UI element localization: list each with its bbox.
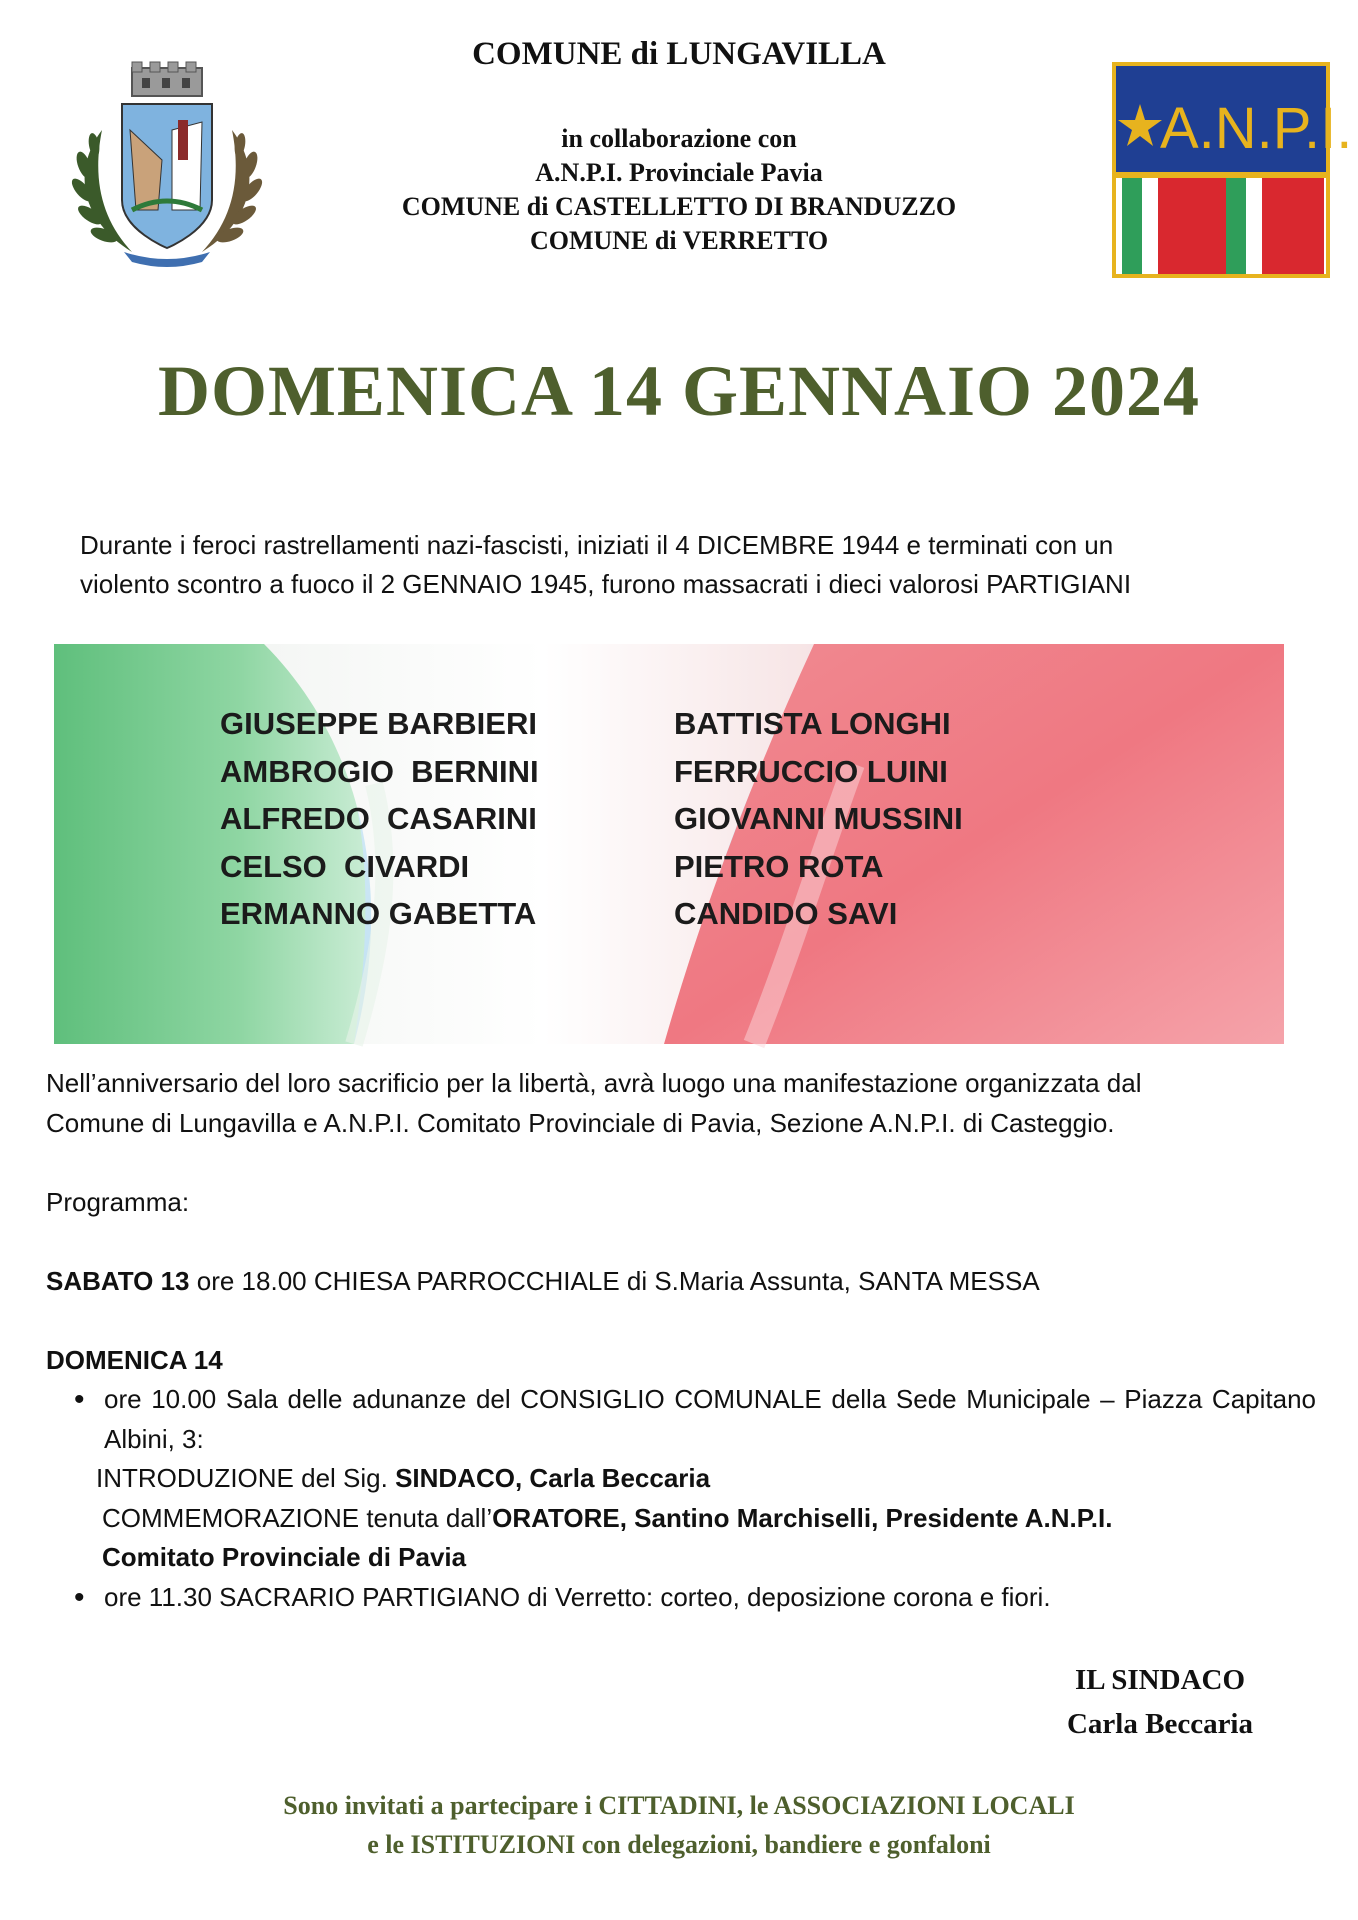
- commemoration-text: COMMEMORAZIONE tenuta dall’: [102, 1502, 493, 1533]
- introduction-name: Carla Beccaria: [529, 1463, 711, 1493]
- anniversary-line: Nell’anniversario del loro sacrificio per la libertà, avrà luogo una manifestazione organizzata dal: [46, 1068, 1142, 1098]
- schedule-item-text: • ore 10.00 Sala delle adunanze del CONSIGLIO COMUNALE della Sede Municipale – Piazza Capitano Albini, 3:: [104, 1384, 1316, 1454]
- schedule-item: [46, 1578, 1316, 1618]
- intro-line: violento scontro a fuoco il 2 GENNAIO 1945, furono massacrati i dieci valorosi PARTIGIANI: [80, 569, 1132, 599]
- partisan-name: FERRUCCIO LUINI: [674, 753, 948, 789]
- commemoration-role: ORATORE: [492, 1502, 620, 1533]
- saturday-line: [46, 1262, 1316, 1302]
- invitation-line: Sono invitati a partecipare i CITTADINI, le ASSOCIAZIONI LOCALI: [283, 1791, 1075, 1820]
- program-body: [46, 1064, 1316, 1617]
- program-label: Programma:: [46, 1186, 190, 1217]
- signature-name: Carla Beccaria: [1066, 1708, 1253, 1740]
- saturday-day: SABATO 13: [46, 1265, 190, 1296]
- signature-block: [1040, 1658, 1280, 1746]
- partisan-name: CELSO CIVARDI: [220, 848, 470, 884]
- collaboration-line: COMUNE di CASTELLETTO DI BRANDUZZO: [401, 192, 957, 221]
- partisan-names-right: [674, 700, 963, 938]
- sunday-heading: DOMENICA 14: [46, 1344, 223, 1375]
- schedule-item: [46, 1380, 1316, 1459]
- introduction-separator: ,: [514, 1463, 530, 1493]
- introduction-role: SINDACO: [395, 1463, 515, 1493]
- anpi-logo-text: A.N.P.I.: [1160, 96, 1353, 161]
- commemoration-committee-line: [46, 1538, 1316, 1578]
- partisan-name: BATTISTA LONGHI: [674, 706, 951, 741]
- partisan-names-left: [220, 700, 539, 938]
- partisan-name: AMBROGIO BERNINI: [220, 753, 539, 789]
- intro-paragraph: [80, 526, 1290, 604]
- partisan-name: PIETRO ROTA: [674, 848, 884, 884]
- introduction-line: [46, 1459, 1316, 1499]
- partisan-name: ERMANNO GABETTA: [220, 896, 537, 931]
- schedule-item-text: • ore 11.30 SACRARIO PARTIGIANO di Verretto: corteo, deposizione corona e fiori.: [104, 1581, 1051, 1612]
- saturday-text: ore 18.00 CHIESA PARROCCHIALE di S.Maria Assunta, SANTA MESSA: [189, 1265, 1040, 1296]
- flag-banner: [54, 644, 1284, 1044]
- sunday-schedule-list: [46, 1380, 1316, 1459]
- organizer-heading: COMUNE di LUNGAVILLA: [472, 36, 886, 72]
- partisan-name: GIUSEPPE BARBIERI: [220, 706, 537, 741]
- partisan-name: ALFREDO CASARINI: [220, 801, 537, 836]
- commemoration-separator: ,: [619, 1502, 635, 1533]
- commemoration-committee: Comitato Provinciale di Pavia: [102, 1542, 467, 1572]
- intro-line: Durante i feroci rastrellamenti nazi-fascisti, iniziati il 4 DICEMBRE 1944 e terminati con un: [80, 530, 1114, 560]
- collaboration-line: A.N.P.I. Provinciale Pavia: [535, 158, 823, 187]
- event-date-title: DOMENICA 14 GENNAIO 2024: [157, 351, 1201, 431]
- commemoration-line: [46, 1499, 1316, 1539]
- sunday-schedule-list-2: [46, 1578, 1316, 1618]
- collaboration-block: [0, 122, 1358, 258]
- signature-title: IL SINDACO: [1074, 1664, 1246, 1696]
- partisan-name: GIOVANNI MUSSINI: [674, 801, 963, 836]
- collaboration-line: COMUNE di VERRETTO: [529, 226, 829, 255]
- anniversary-line: Comune di Lungavilla e A.N.P.I. Comitato Provinciale di Pavia, Sezione A.N.P.I. di Casteggio.: [46, 1107, 1115, 1138]
- introduction-text: INTRODUZIONE del Sig.: [96, 1463, 396, 1493]
- partisan-name: CANDIDO SAVI: [674, 896, 898, 931]
- collaboration-line: in collaborazione con: [561, 124, 797, 153]
- invitation-line: e le ISTITUZIONI con delegazioni, bandiere e gonfaloni: [367, 1830, 991, 1859]
- invitation-footer: [0, 1786, 1358, 1864]
- commemoration-speaker: Santino Marchiselli, Presidente A.N.P.I.: [634, 1502, 1113, 1533]
